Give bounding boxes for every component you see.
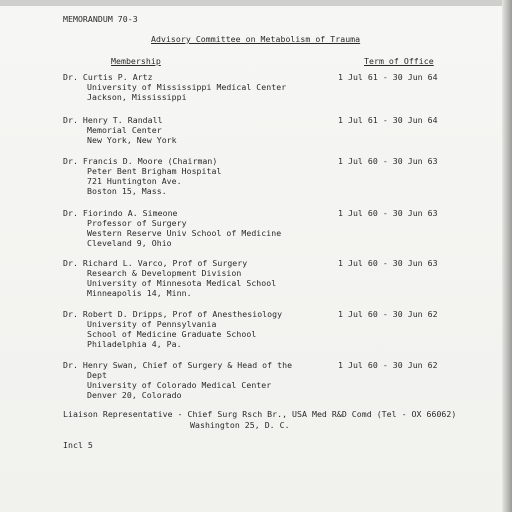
member-detail-line: University of Minnesota Medical School (87, 278, 277, 288)
member-name: Dr. Curtis P. Artz (63, 72, 153, 82)
member-detail-line: University of Pennsylvania (87, 319, 217, 329)
liaison-line-2: Washington 25, D. C. (190, 420, 290, 430)
member-name: Dr. Richard L. Varco, Prof of Surgery (63, 258, 248, 268)
member-entry (63, 360, 493, 406)
member-entry (63, 309, 493, 355)
member-term: 1 Jul 61 - 30 Jun 64 (338, 115, 438, 125)
member-term: 1 Jul 60 - 30 Jun 62 (338, 309, 438, 319)
scan-edge-right (502, 0, 512, 512)
member-detail-line: Peter Bent Brigham Hospital (87, 166, 222, 176)
member-detail-line: Denver 20, Colorado (87, 390, 182, 400)
member-entry (63, 258, 493, 304)
term-header: Term of Office (364, 56, 434, 66)
member-name: Dr. Henry T. Randall (63, 115, 163, 125)
member-term: 1 Jul 61 - 30 Jun 64 (338, 72, 438, 82)
member-name: Dr. Francis D. Moore (Chairman) (63, 156, 218, 166)
member-detail-line: Dept (87, 370, 107, 380)
member-entry (63, 115, 493, 161)
member-detail-line: 721 Huntington Ave. (87, 176, 182, 186)
member-detail-line: Boston 15, Mass. (87, 186, 167, 196)
member-term: 1 Jul 60 - 30 Jun 63 (338, 208, 438, 218)
member-entry (63, 208, 493, 254)
memo-id: MEMORANDUM 70-3 (63, 14, 138, 24)
member-detail-line: Professor of Surgery (87, 218, 187, 228)
member-name: Dr. Fiorindo A. Simeone (63, 208, 178, 218)
member-detail-line: Philadelphia 4, Pa. (87, 339, 182, 349)
member-name: Dr. Robert D. Dripps, Prof of Anesthesiology (63, 309, 283, 319)
member-detail-line: University of Colorado Medical Center (87, 380, 272, 390)
member-detail-line: Jackson, Mississippi (87, 92, 187, 102)
member-detail-line: University of Mississippi Medical Center (87, 82, 287, 92)
member-detail-line: School of Medicine Graduate School (87, 329, 257, 339)
scan-edge-top (0, 0, 512, 6)
member-detail-line: New York, New York (87, 135, 177, 145)
membership-header: Membership (111, 56, 161, 66)
member-term: 1 Jul 60 - 30 Jun 62 (338, 360, 438, 370)
member-detail-line: Cleveland 9, Ohio (87, 238, 172, 248)
member-detail-line: Memorial Center (87, 125, 162, 135)
member-detail-line: Research & Development Division (87, 268, 242, 278)
enclosure-note: Incl 5 (63, 440, 93, 450)
member-entry (63, 156, 493, 202)
liaison-line-1: Liaison Representative - Chief Surg Rsch Br., USA Med R&D Comd (Tel - OX 66062) (63, 409, 457, 419)
member-detail-line: Minneapolis 14, Minn. (87, 288, 192, 298)
document-title: Advisory Committee on Metabolism of Trauma (151, 34, 361, 44)
member-term: 1 Jul 60 - 30 Jun 63 (338, 156, 438, 166)
member-term: 1 Jul 60 - 30 Jun 63 (338, 258, 438, 268)
member-name: Dr. Henry Swan, Chief of Surgery & Head of the (63, 360, 293, 370)
member-entry (63, 72, 493, 118)
member-detail-line: Western Reserve Univ School of Medicine (87, 228, 282, 238)
